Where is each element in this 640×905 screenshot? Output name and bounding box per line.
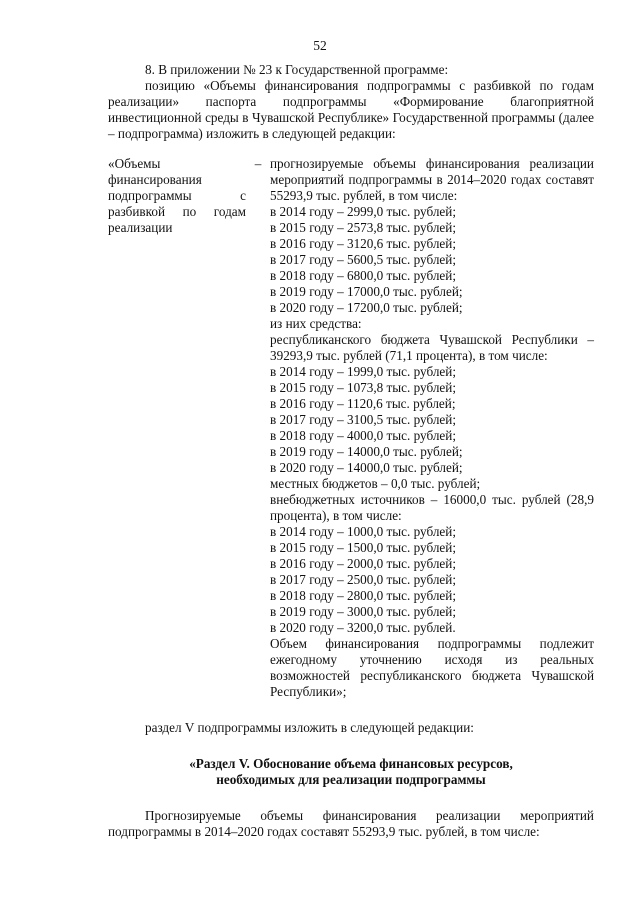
total-year-list: [270, 204, 594, 316]
year-line: в 2019 году – 14000,0 тыс. рублей;: [270, 444, 463, 459]
year-line: в 2015 году – 1073,8 тыс. рублей;: [270, 380, 456, 395]
year-line: в 2015 году – 1500,0 тыс. рублей;: [270, 540, 456, 555]
republic-year-list: [270, 364, 594, 476]
year-line: в 2016 году – 2000,0 тыс. рублей;: [270, 556, 456, 571]
position-paragraph: позицию «Объемы финансирования подпрограммы с разбивкой по годам реализации» паспорта подпрограммы «Формирование благоприятной инвестиционной среды в Чувашской Республике» Государственной программы (далее – подпрограмма) изложить в следующей редакции:: [108, 78, 594, 141]
year-line: в 2017 году – 5600,5 тыс. рублей;: [270, 252, 456, 267]
year-line: в 2015 году – 2573,8 тыс. рублей;: [270, 220, 456, 235]
year-line: в 2016 году – 1120,6 тыс. рублей;: [270, 396, 456, 411]
page-number: 52: [313, 38, 327, 53]
total-financing-text: прогнозируемые объемы финансирования реализации мероприятий подпрограммы в 2014–2020 годах составят 55293,9 тыс. рублей, в том числе:: [270, 156, 594, 203]
year-line: в 2014 году – 2999,0 тыс. рублей;: [270, 204, 456, 219]
section-title-line: необходимых для реализации подпрограммы: [216, 772, 486, 787]
final-paragraph: Прогнозируемые объемы финансирования реализации мероприятий подпрограммы в 2014–2020 годах составят 55293,9 тыс. рублей, в том числе:: [108, 808, 594, 839]
passport-label: «Объемы финансирования подпрограммы с разбивкой по годам реализации: [108, 156, 246, 235]
year-line: в 2020 году – 17200,0 тыс. рублей;: [270, 300, 463, 315]
year-line: в 2016 году – 3120,6 тыс. рублей;: [270, 236, 456, 251]
year-line: в 2018 году – 4000,0 тыс. рублей;: [270, 428, 456, 443]
document-body: [108, 62, 594, 840]
of-them-label: из них средства:: [270, 316, 362, 331]
passport-dash: –: [254, 156, 262, 171]
section-title: [108, 756, 594, 788]
year-line: в 2020 году – 3200,0 тыс. рублей.: [270, 620, 456, 635]
item-heading: 8. В приложении № 23 к Государственной программе:: [145, 62, 449, 77]
republic-budget-text: республиканского бюджета Чувашской Республики – 39293,9 тыс. рублей (71,1 процента), в том числе:: [270, 332, 594, 363]
year-line: в 2019 году – 17000,0 тыс. рублей;: [270, 284, 463, 299]
section-title-line: «Раздел V. Обоснование объема финансовых ресурсов,: [189, 756, 513, 771]
local-budget-text: местных бюджетов – 0,0 тыс. рублей;: [270, 476, 481, 491]
year-line: в 2014 году – 1000,0 тыс. рублей;: [270, 524, 456, 539]
year-line: в 2020 году – 14000,0 тыс. рублей;: [270, 460, 463, 475]
year-line: в 2014 году – 1999,0 тыс. рублей;: [270, 364, 456, 379]
year-line: в 2018 году – 2800,0 тыс. рублей;: [270, 588, 456, 603]
year-line: в 2017 году – 3100,5 тыс. рублей;: [270, 412, 456, 427]
year-line: в 2019 году – 3000,0 тыс. рублей;: [270, 604, 456, 619]
passport-table: [108, 156, 594, 700]
passport-value: [270, 156, 594, 700]
extra-year-list: [270, 524, 594, 636]
closing-text: Объем финансирования подпрограммы подлежит ежегодному уточнению исходя из реальных возможностей республиканского бюджета Чувашской Республики»;: [270, 636, 594, 699]
year-line: в 2017 году – 2500,0 тыс. рублей;: [270, 572, 456, 587]
year-line: в 2018 году – 6800,0 тыс. рублей;: [270, 268, 456, 283]
section-instruction: раздел V подпрограммы изложить в следующей редакции:: [145, 720, 474, 735]
extra-budget-text: внебюджетных источников – 16000,0 тыс. рублей (28,9 процента), в том числе:: [270, 492, 594, 523]
